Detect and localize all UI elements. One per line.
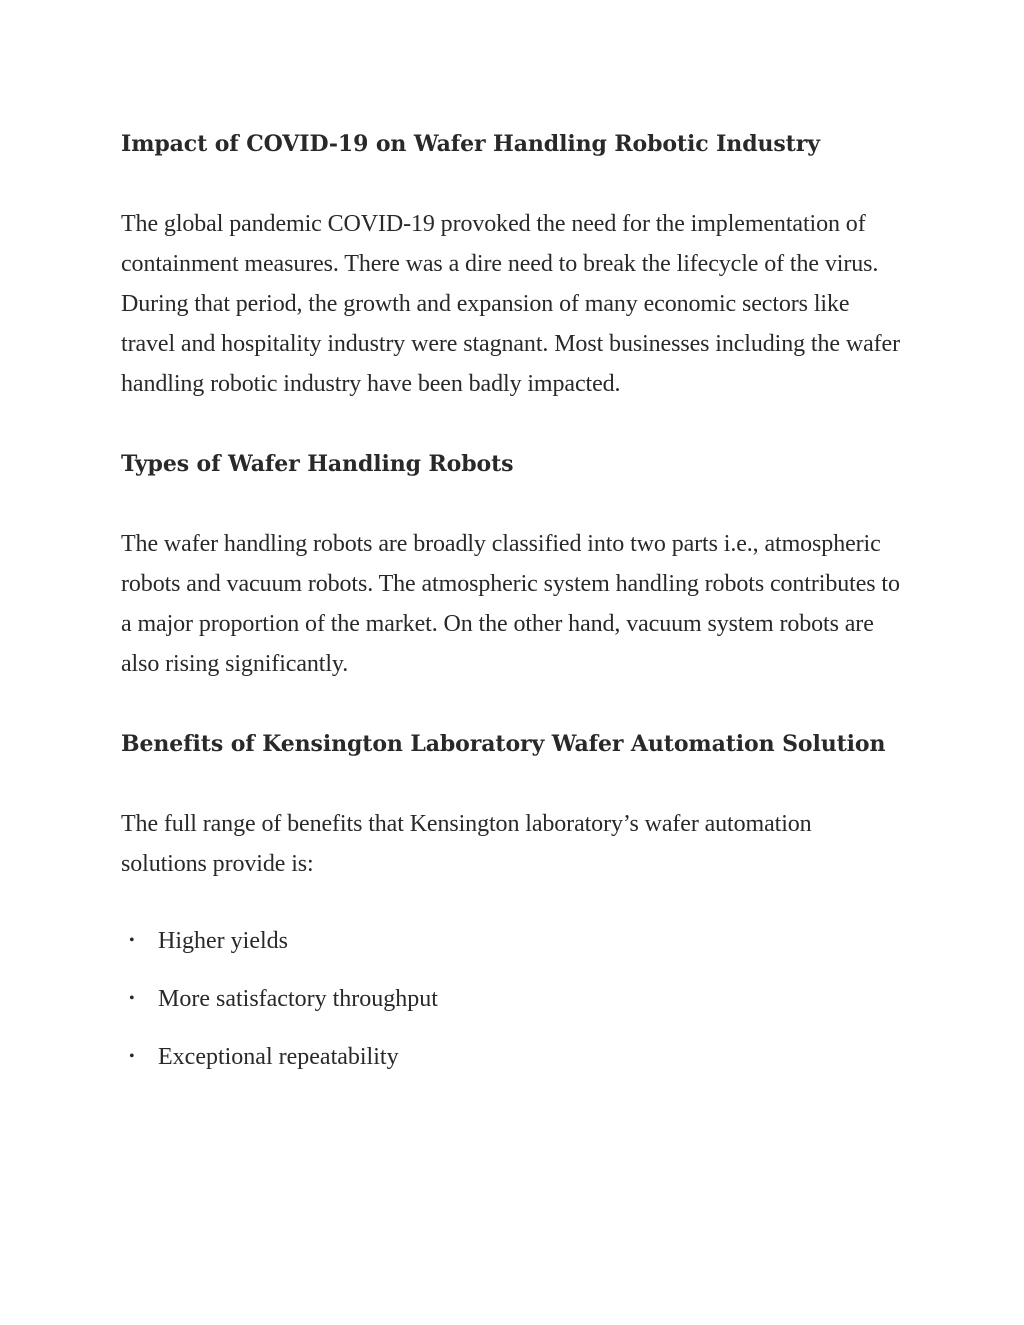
list-item-text: More satisfactory throughput	[158, 986, 438, 1012]
covid-impact-paragraph: The global pandemic COVID-19 provoked the need for the implementation of containment measures. There was a dire need to break the lifecycle of the virus. During that period, the growth and expansion of many economic sectors like travel and hospitality industry were stagnant. Most businesses including the wafer handling robotic industry have been badly impacted.	[121, 211, 900, 397]
list-item-text: Higher yields	[158, 928, 288, 954]
bullet-icon: •	[129, 932, 135, 949]
list-item-text: Exceptional repeatability	[158, 1044, 399, 1070]
document-page	[121, 124, 901, 1096]
covid-impact-heading: Impact of COVID-19 on Wafer Handling Robotic Industry	[121, 131, 820, 157]
robot-types-heading: Types of Wafer Handling Robots	[121, 451, 514, 477]
benefits-heading: Benefits of Kensington Laboratory Wafer Automation Solution	[121, 731, 886, 757]
benefits-list	[121, 922, 901, 1076]
list-item	[121, 980, 901, 1018]
bullet-icon: •	[129, 990, 135, 1007]
benefits-intro-paragraph: The full range of benefits that Kensington laboratory’s wafer automation solutions provide is:	[121, 811, 812, 877]
list-item	[121, 922, 901, 960]
robot-types-paragraph: The wafer handling robots are broadly classified into two parts i.e., atmospheric robots and vacuum robots. The atmospheric system handling robots contributes to a major proportion of the market. On the other hand, vacuum system robots are also rising significantly.	[121, 531, 900, 677]
bullet-icon: •	[129, 1048, 135, 1065]
list-item	[121, 1038, 901, 1076]
